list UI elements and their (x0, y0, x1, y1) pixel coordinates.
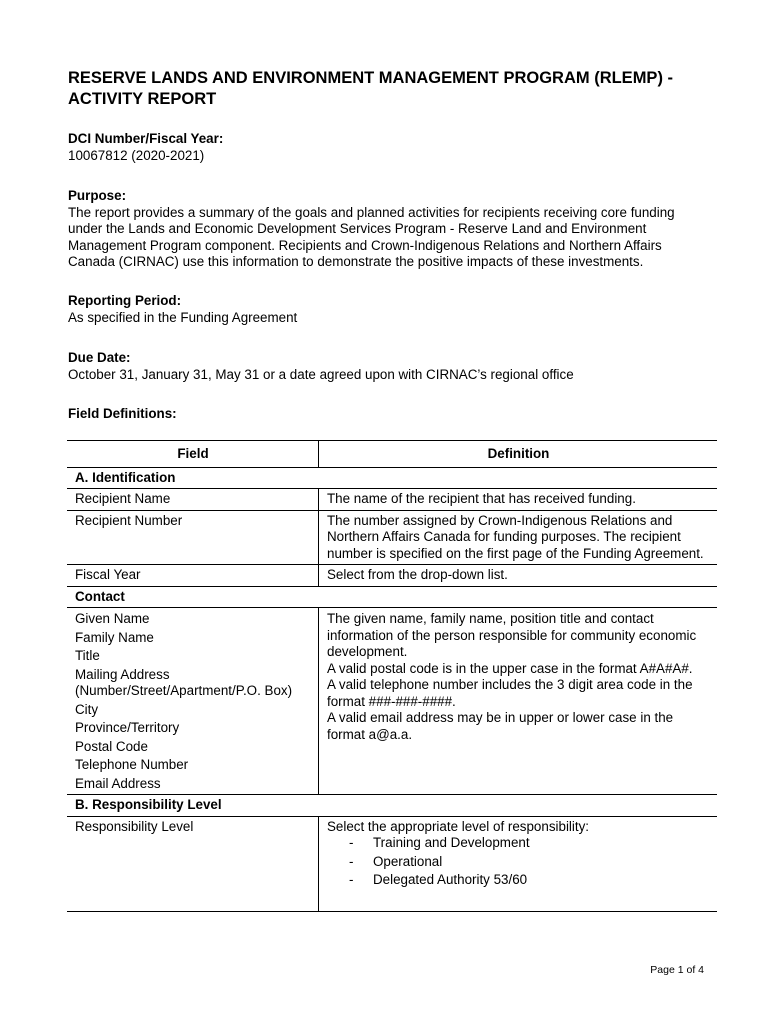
contact-field-title: Title (75, 648, 100, 663)
option-operational: Operational (373, 853, 443, 869)
postal-code-definition: A valid postal code is in the upper case in the format A#A#A#. (327, 660, 693, 676)
table-row (67, 565, 717, 587)
field-cell: Fiscal Year (67, 565, 319, 587)
contact-field-telephone: Telephone Number (75, 757, 189, 772)
column-header-field: Field (67, 441, 319, 468)
title-line-1: RESERVE LANDS AND ENVIRONMENT MANAGEMENT PROGRAM (RLEMP) - (68, 69, 674, 87)
page-title (68, 68, 708, 110)
contact-field-city: City (75, 701, 99, 717)
section-heading-contact: Contact (67, 586, 717, 608)
table-row (67, 816, 717, 911)
list-item (349, 835, 710, 852)
table-header-row (67, 441, 717, 468)
contact-fields-cell (67, 608, 319, 795)
contact-field-family-name: Family Name (75, 629, 154, 645)
option-training: Training and Development (373, 835, 530, 850)
purpose-label: Purpose: (68, 188, 127, 203)
bullet-dash: - (349, 872, 354, 887)
bottom-divider (67, 911, 717, 912)
field-definitions-label: Field Definitions: (68, 406, 177, 421)
definition-cell: Select from the drop-down list. (319, 565, 718, 587)
definition-cell: The number assigned by Crown-Indigenous Relations and Northern Affairs Canada for funding purposes. The recipient number is specified on the first page of the Funding Agreement. (319, 510, 718, 565)
contact-field-mailing-address: Mailing Address (Number/Street/Apartment/P.O. Box) (75, 666, 293, 698)
section-row-contact (67, 586, 717, 608)
page-number: Page 1 of 4 (650, 964, 704, 976)
table-row (67, 510, 717, 565)
contact-field-email: Email Address (75, 775, 161, 791)
contact-field-postal-code: Postal Code (75, 738, 148, 754)
reporting-period-label: Reporting Period: (68, 293, 182, 308)
email-definition: A valid email address may be in upper or lower case in the format a@a.a. (327, 710, 674, 742)
table-bottom-rule (67, 911, 717, 912)
dci-value: 10067812 (2020-2021) (68, 147, 205, 163)
responsibility-intro: Select the appropriate level of responsibility: (327, 818, 590, 834)
list-item (349, 872, 710, 889)
due-date-section (68, 350, 708, 383)
title-line-2: ACTIVITY REPORT (68, 90, 217, 108)
section-heading-responsibility: B. Responsibility Level (67, 795, 717, 817)
due-date-value: October 31, January 31, May 31 or a date agreed upon with CIRNAC’s regional office (68, 366, 574, 382)
section-row-responsibility (67, 795, 717, 817)
purpose-section (68, 188, 708, 271)
contact-definition-cell (319, 608, 718, 795)
section-heading-identification: A. Identification (67, 467, 717, 489)
contact-definition-text: The given name, family name, position title and contact information of the person responsible for community economic development. (327, 611, 697, 659)
dci-label: DCI Number/Fiscal Year: (68, 131, 224, 146)
field-cell: Responsibility Level (67, 816, 319, 911)
field-definitions-table (67, 440, 717, 912)
field-cell: Recipient Name (67, 489, 319, 511)
option-delegated: Delegated Authority 53/60 (373, 872, 528, 887)
responsibility-options-list (327, 835, 710, 889)
reporting-period-section (68, 293, 708, 326)
field-cell: Recipient Number (67, 510, 319, 565)
bullet-dash: - (349, 835, 354, 850)
purpose-text: The report provides a summary of the goals and planned activities for recipients receiving core funding under the Lands and Economic Development Services Program - Reserve Land and Environment Management Program component. Recipients and Crown-Indigenous Relations and Northern Affairs Canada (CIRNAC) use this information to demonstrate the positive impacts of these investments. (68, 204, 675, 269)
table-row (67, 608, 717, 795)
table-row (67, 489, 717, 511)
dci-section (68, 131, 708, 164)
due-date-label: Due Date: (68, 350, 131, 365)
reporting-period-value: As specified in the Funding Agreement (68, 309, 298, 325)
section-row-identification (67, 467, 717, 489)
list-item (349, 854, 710, 871)
bullet-dash: - (349, 853, 354, 869)
contact-field-given-name: Given Name (75, 611, 150, 626)
column-header-definition: Definition (319, 441, 718, 468)
field-definitions-section (68, 406, 708, 423)
definition-cell: The name of the recipient that has received funding. (319, 489, 718, 511)
contact-field-province: Province/Territory (75, 720, 180, 735)
telephone-definition: A valid telephone number includes the 3 digit area code in the format ###-###-####. (327, 677, 693, 709)
responsibility-definition-cell (319, 816, 718, 911)
